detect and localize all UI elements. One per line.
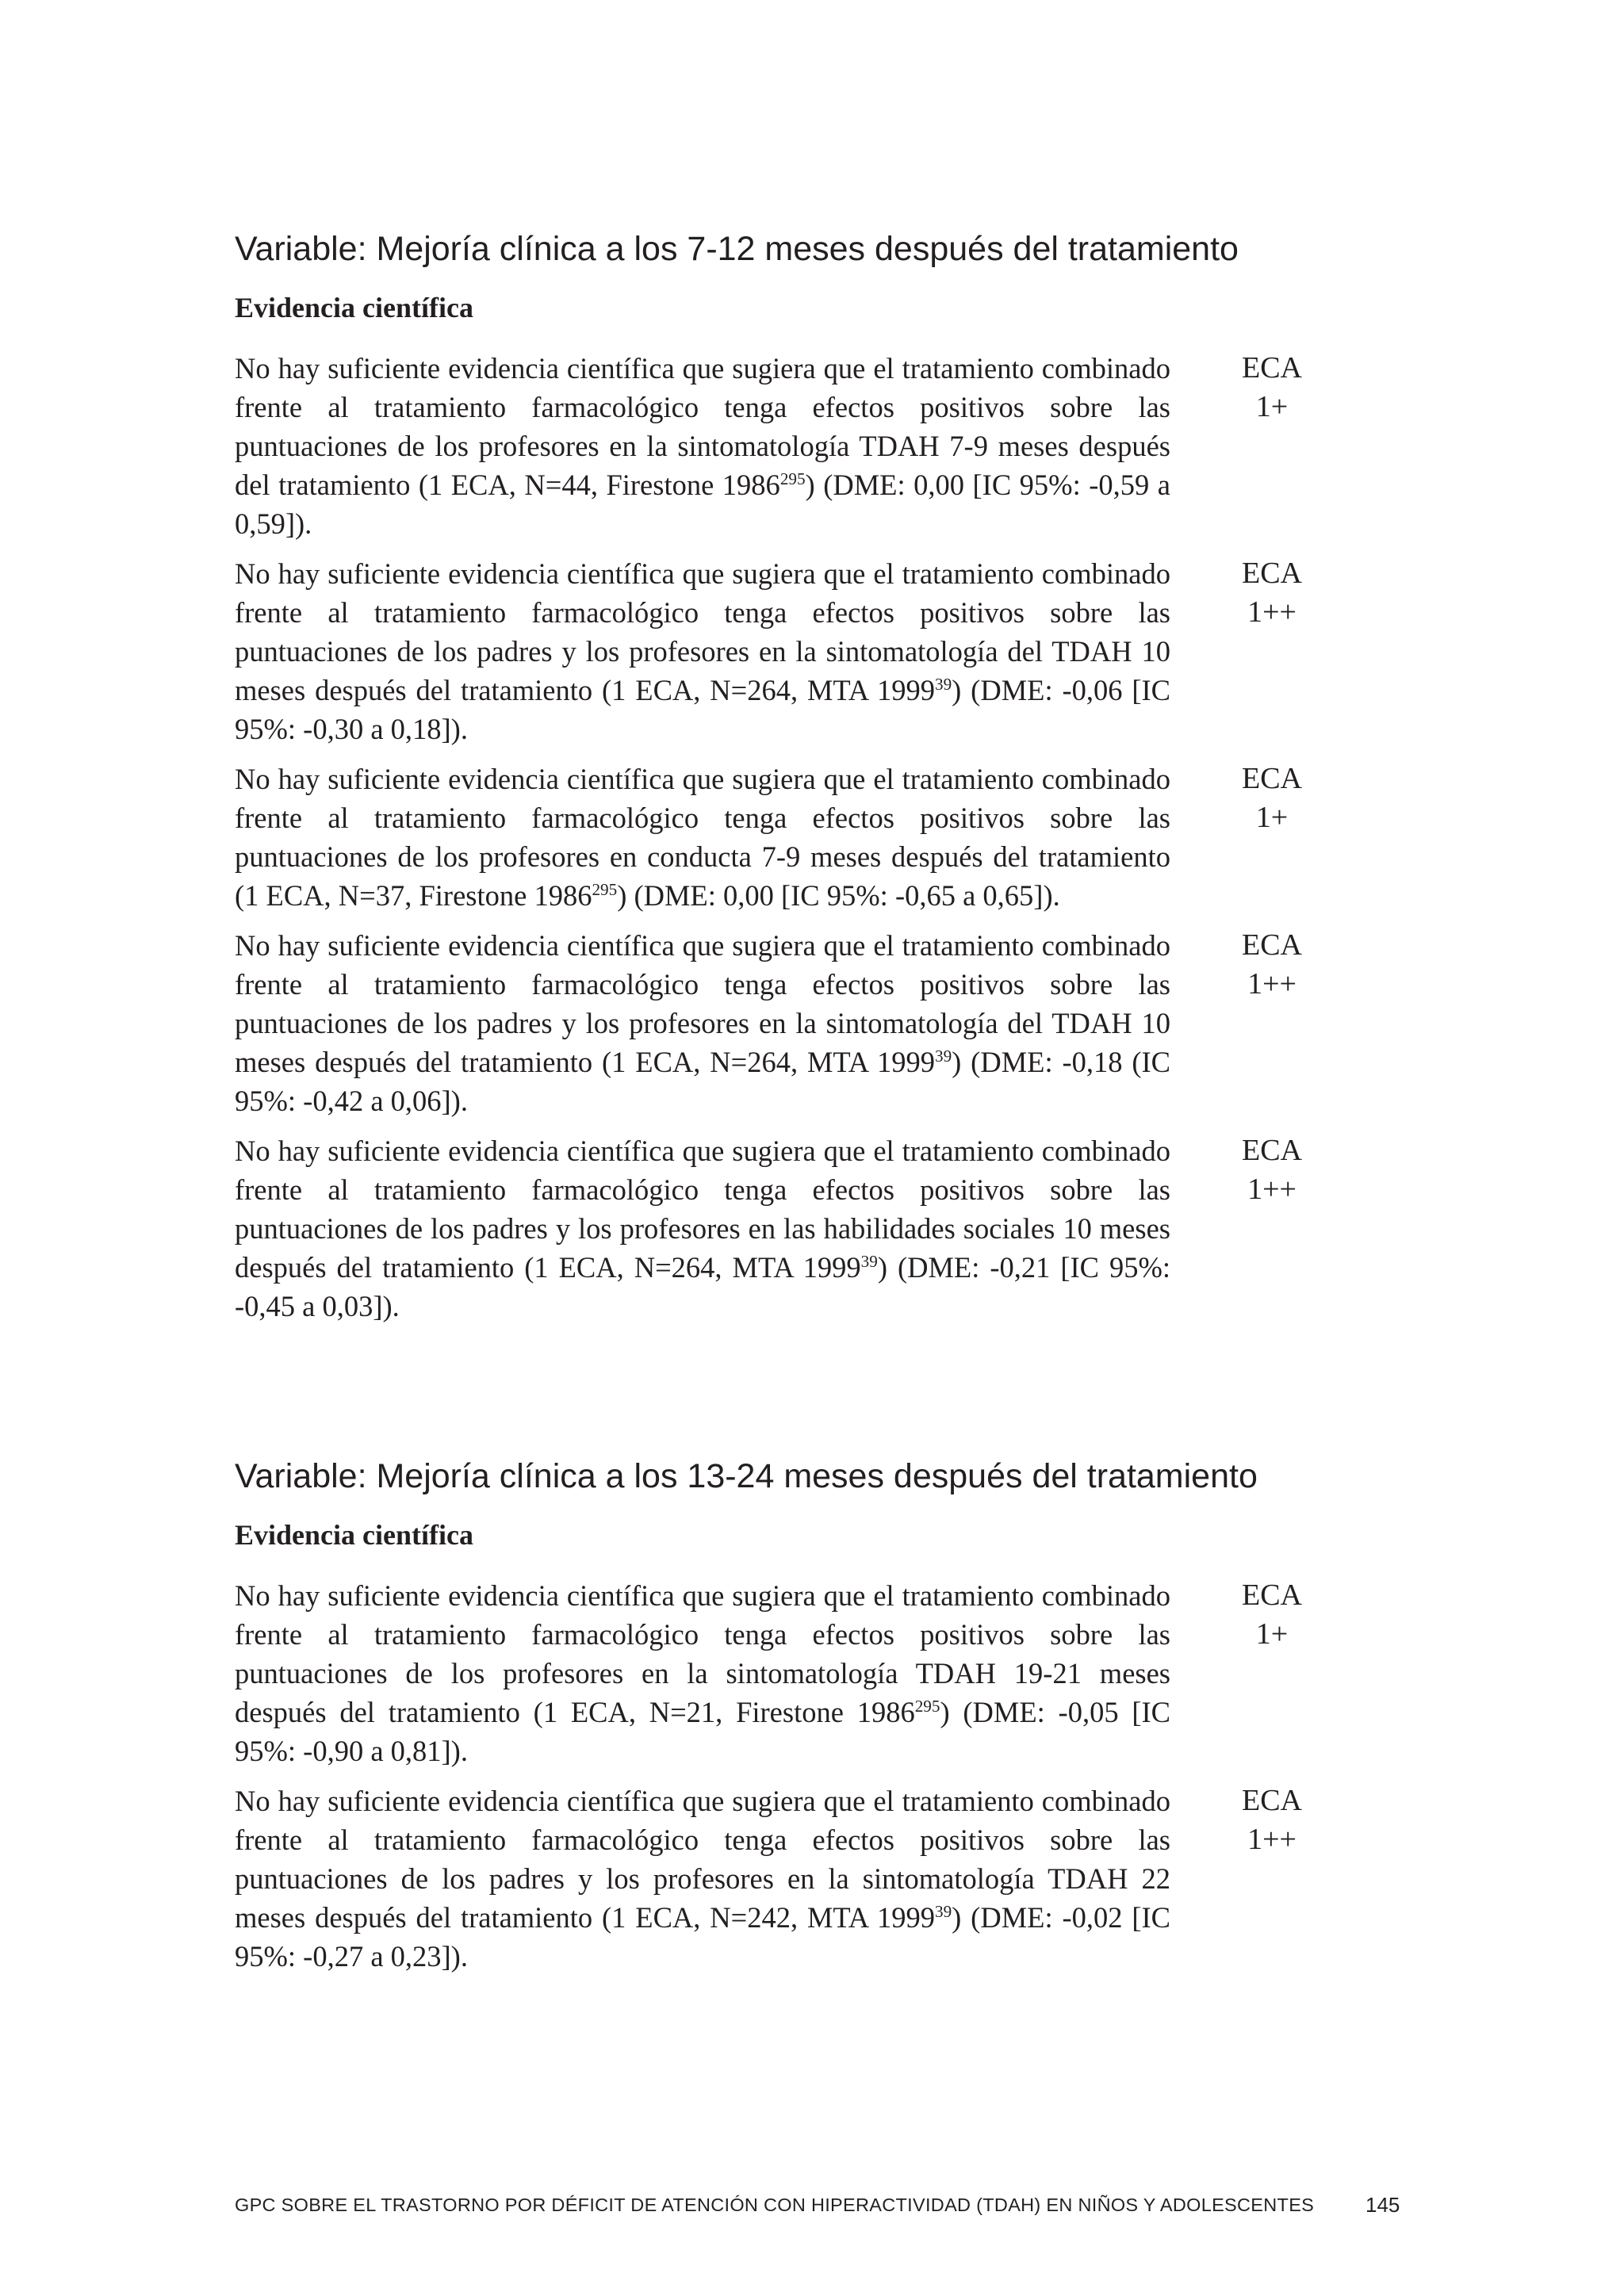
section-subheading: Evidencia científica bbox=[235, 1519, 473, 1551]
evidence-grade: 1++ bbox=[1247, 1823, 1297, 1856]
section-13-24-months bbox=[235, 1456, 1329, 1987]
evidence-text: No hay suficiente evidencia científica que sugiera que el tratamiento combinado frente al tratamiento farmacológico tenga efectos positivos sobre las puntuaciones de los padres y los profesores en la sintomatología TDAH 22 meses después del tratamiento (1 ECA, N=242, MTA 1999$^{39}$) (DME: -0,02 [IC 95%: -0,27 a 0,23]). bbox=[235, 1785, 1170, 1973]
study-type: ECA bbox=[1242, 1134, 1302, 1167]
evidence-text: No hay suficiente evidencia científica que sugiera que el tratamiento combinado frente al tratamiento farmacológico tenga efectos positivos sobre las puntuaciones de los profesores en la sintomatología TDAH 7-9 meses después del tratamiento (1 ECA, N=44, Firestone 1986$^{295}$) (DME: 0,00 [IC 95%: -0,59 a 0,59]). bbox=[235, 352, 1170, 540]
reference-superscript: 295 bbox=[592, 879, 618, 899]
evidence-text: No hay suficiente evidencia científica que sugiera que el tratamiento combinado frente al tratamiento farmacológico tenga efectos positivos sobre las puntuaciones de los profesores en la sintomatología TDAH 19-21 meses después del tratamiento (1 ECA, N=21, Firestone 1986$^{295}$) (DME: -0,05 [IC 95%: -0,90 a 0,81]). bbox=[235, 1579, 1170, 1767]
study-type: ECA bbox=[1242, 1578, 1302, 1612]
evidence-entry bbox=[235, 1131, 1329, 1326]
reference-superscript: 39 bbox=[935, 1046, 952, 1066]
reference-superscript: 295 bbox=[779, 469, 806, 488]
evidence-grade: 1++ bbox=[1247, 967, 1297, 1001]
study-type: ECA bbox=[1242, 351, 1302, 385]
evidence-text: No hay suficiente evidencia científica que sugiera que el tratamiento combinado frente al tratamiento farmacológico tenga efectos positivos sobre las puntuaciones de los padres y los profesores en las habilidades sociales 10 meses después del tratamiento (1 ECA, N=264, MTA 1999$^{39}$) (DME: -0,21 [IC 95%: -0,45 a 0,03]). bbox=[235, 1135, 1170, 1322]
study-type: ECA bbox=[1242, 557, 1302, 590]
section-heading: Variable: Mejoría clínica a los 13-24 meses después del tratamiento bbox=[235, 1457, 1258, 1495]
evidence-grade: 1++ bbox=[1247, 1173, 1297, 1206]
evidence-text: No hay suficiente evidencia científica que sugiera que el tratamiento combinado frente al tratamiento farmacológico tenga efectos positivos sobre las puntuaciones de los padres y los profesores en la sintomatología del TDAH 10 meses después del tratamiento (1 ECA, N=264, MTA 1999$^{39}$) (DME: -0,18 (IC 95%: -0,42 a 0,06]). bbox=[235, 929, 1170, 1117]
evidence-grade: 1+ bbox=[1255, 390, 1289, 423]
evidence-entry bbox=[235, 1781, 1329, 1976]
reference-superscript: 39 bbox=[935, 674, 952, 694]
reference-superscript: 39 bbox=[935, 1901, 952, 1921]
evidence-text: No hay suficiente evidencia científica que sugiera que el tratamiento combinado frente al tratamiento farmacológico tenga efectos positivos sobre las puntuaciones de los profesores en conducta 7-9 meses después del tratamiento (1 ECA, N=37, Firestone 1986$^{295}$) (DME: 0,00 [IC 95%: -0,65 a 0,65]). bbox=[235, 763, 1170, 912]
evidence-level bbox=[1208, 1576, 1335, 1654]
evidence-level bbox=[1208, 554, 1335, 632]
section-7-12-months bbox=[235, 228, 1329, 1337]
study-type: ECA bbox=[1242, 762, 1302, 795]
study-type: ECA bbox=[1242, 928, 1302, 962]
section-heading: Variable: Mejoría clínica a los 7-12 meses después del tratamiento bbox=[235, 230, 1239, 268]
evidence-entry bbox=[235, 760, 1329, 915]
reference-superscript: 39 bbox=[860, 1251, 878, 1271]
evidence-entry bbox=[235, 1576, 1329, 1770]
running-footer: GPC SOBRE EL TRASTORNO POR DÉFICIT DE ATENCIÓN CON HIPERACTIVIDAD (TDAH) EN NIÑOS Y ADOLESCENTES bbox=[235, 2195, 1315, 2215]
evidence-level bbox=[1208, 349, 1335, 427]
evidence-grade: 1+ bbox=[1255, 1617, 1289, 1651]
evidence-grade: 1+ bbox=[1255, 801, 1289, 834]
evidence-entry bbox=[235, 554, 1329, 748]
study-type: ECA bbox=[1242, 1784, 1302, 1817]
evidence-level bbox=[1208, 760, 1335, 837]
evidence-text: No hay suficiente evidencia científica que sugiera que el tratamiento combinado frente al tratamiento farmacológico tenga efectos positivos sobre las puntuaciones de los padres y los profesores en la sintomatología del TDAH 10 meses después del tratamiento (1 ECA, N=264, MTA 1999$^{39}$) (DME: -0,06 [IC 95%: -0,30 a 0,18]). bbox=[235, 557, 1170, 745]
evidence-entry bbox=[235, 926, 1329, 1120]
evidence-grade: 1++ bbox=[1247, 595, 1297, 629]
section-subheading: Evidencia científica bbox=[235, 292, 473, 323]
reference-superscript: 295 bbox=[914, 1696, 940, 1716]
evidence-level bbox=[1208, 1131, 1335, 1209]
evidence-entry bbox=[235, 349, 1329, 543]
page-number: 145 bbox=[1365, 2193, 1400, 2217]
evidence-level bbox=[1208, 926, 1335, 1004]
evidence-level bbox=[1208, 1781, 1335, 1859]
